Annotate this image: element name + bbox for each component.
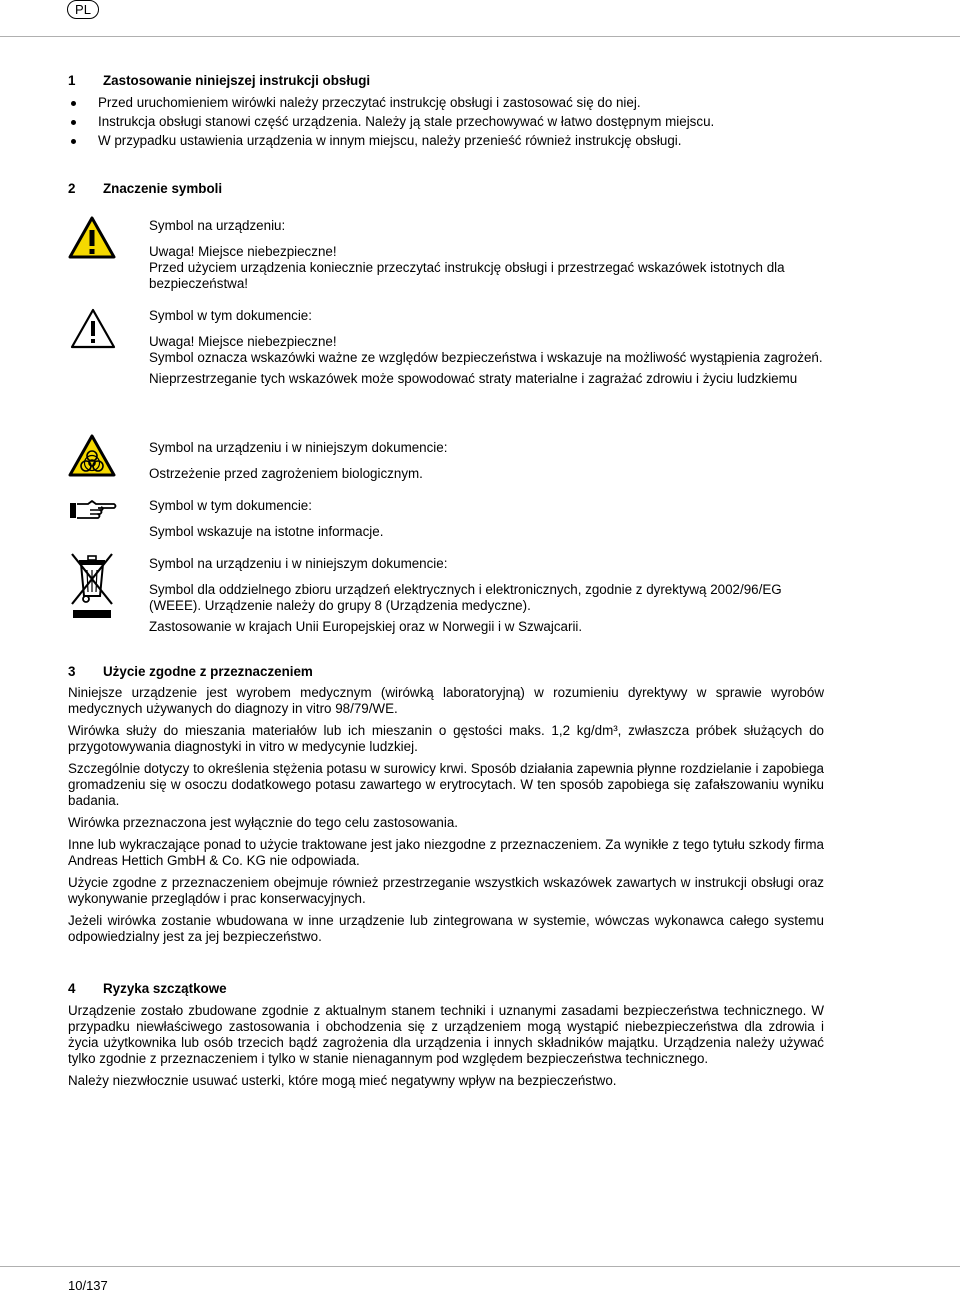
symbol-text: Przed użyciem urządzenia koniecznie przeczytać instrukcję obsługi i przestrzegać wskazówek istotnych dla bezpieczeństwa!	[149, 260, 785, 291]
crossed-bin-weee-icon	[68, 550, 116, 622]
symbol-label: Symbol w tym dokumencie:	[149, 498, 312, 513]
paragraph: Wirówka służy do mieszania materiałów lub ich mieszanin o gęstości maks. 1,2 kg/dm³, zwłaszcza próbek służących do przygotowywania diagnostyki in vitro w medycynie ludzkiej.	[68, 723, 824, 754]
section-title: Znaczenie symboli	[103, 181, 223, 196]
section-3-body	[68, 685, 824, 951]
page-header	[0, 0, 960, 22]
symbol-text: Uwaga! Miejsce niebezpieczne!	[149, 244, 337, 259]
symbol-label: Symbol w tym dokumencie:	[149, 308, 312, 323]
symbol-text: Ostrzeżenie przed zagrożeniem biologicznym.	[149, 466, 423, 481]
warning-triangle-outline-icon	[70, 308, 116, 350]
paragraph: Użycie zgodne z przeznaczeniem obejmuje również przestrzeganie wszystkich wskazówek zawartych w instrukcji obsługi oraz wykonywanie przeglądów i prac konserwacyjnych.	[68, 875, 824, 906]
page-number: 10/137	[68, 1278, 108, 1293]
section-4-heading	[68, 981, 227, 997]
symbol-text: Symbol dla oddzielnego zbioru urządzeń elektrycznych i elektronicznych, zgodnie z dyrektywą 2002/96/EG (WEEE). Urządzenie należy do grupy 8 (Urządzenia medyczne).	[149, 582, 782, 613]
section-title: Użycie zgodne z przeznaczeniem	[103, 664, 313, 679]
list-item: W przypadku ustawienia urządzenia w innym miejscu, należy przenieść również instrukcję obsługi.	[68, 133, 828, 152]
footer-rule	[0, 1266, 960, 1267]
paragraph: Inne lub wykraczające ponad to użycie traktowane jest jako niezgodne z przeznaczeniem. Za wynikłe z tego tytułu szkody firma Andreas Hettich GmbH & Co. KG nie odpowiada.	[68, 837, 824, 868]
section-number: 4	[68, 981, 76, 996]
biohazard-icon	[68, 434, 116, 478]
section-number: 2	[68, 181, 76, 196]
symbol-text: Zastosowanie w krajach Unii Europejskiej oraz w Norwegii i w Szwajcarii.	[149, 619, 583, 634]
section-number: 1	[68, 73, 76, 88]
symbol-label: Symbol na urządzeniu i w niniejszym dokumencie:	[149, 556, 448, 571]
section-4-body	[68, 1003, 824, 1095]
paragraph: Szczególnie dotyczy to określenia stężenia potasu w surowicy krwi. Sposób działania zapewnia płynne rozdzielanie i zapobiega gromadzeniu się w osoczu dodatkowego potasu zawartego w erytrocytach. W ten sposób zapobiega się zafałszowaniu wyniku badania.	[68, 761, 824, 808]
paragraph: Urządzenie zostało zbudowane zgodnie z aktualnym stanem techniki i uznanymi zasadami bezpieczeństwa technicznego. W przypadku niewłaściwego zastosowania i obchodzenia się z urządzeniem mogą wystąpić niebezpieczeństwa dla zdrowia i życia użytkownika lub osób trzecich bądź zagrożenia dla urządzenia i innych składników majątku. Urządzenia należy używać tylko zgodnie z przeznaczeniem i tylko w stanie nienagannym pod względem bezpieczeństwa technicznego.	[68, 1003, 824, 1066]
symbol-description-3	[149, 440, 829, 482]
symbol-text: Nieprzestrzeganie tych wskazówek może spowodować straty materialne i zagrażać zdrowiu i życiu ludzkiemu	[149, 371, 798, 386]
symbol-description-2	[149, 308, 829, 387]
section-title: Zastosowanie niniejszej instrukcji obsługi	[103, 73, 371, 88]
language-badge: PL	[67, 0, 99, 19]
symbol-label: Symbol na urządzeniu i w niniejszym dokumencie:	[149, 440, 448, 455]
section-3-heading	[68, 664, 313, 680]
header-rule	[0, 36, 960, 37]
symbol-text: Uwaga! Miejsce niebezpieczne!	[149, 334, 337, 349]
paragraph: Jeżeli wirówka zostanie wbudowana w inne urządzenie lub zintegrowana w systemie, wówczas wykonawca całego systemu odpowiedzialny jest za jej bezpieczeństwo.	[68, 913, 824, 944]
section-2-heading	[68, 181, 222, 197]
list-item: Instrukcja obsługi stanowi część urządzenia. Należy ją stale przechowywać w łatwo dostępnym miejscu.	[68, 114, 828, 133]
symbol-label: Symbol na urządzeniu:	[149, 218, 286, 233]
warning-triangle-yellow-icon	[68, 216, 116, 260]
paragraph: Niniejsze urządzenie jest wyrobem medycznym (wirówką laboratoryjną) w rozumieniu dyrektywy w sprawie wyrobów medycznych używanych do diagnozy in vitro 98/79/WE.	[68, 685, 824, 716]
symbol-description-4	[149, 498, 829, 540]
section-1-heading	[68, 73, 370, 89]
list-item: Przed uruchomieniem wirówki należy przeczytać instrukcję obsługi i zastosować się do niej.	[68, 95, 828, 114]
section-1-bullet-list	[68, 95, 828, 152]
paragraph: Wirówka przeznaczona jest wyłącznie do tego celu zastosowania.	[68, 815, 459, 830]
paragraph: Należy niezwłocznie usuwać usterki, które mogą mieć negatywny wpływ na bezpieczeństwo.	[68, 1073, 617, 1088]
symbol-description-1	[149, 218, 829, 292]
symbol-text: Symbol wskazuje na istotne informacje.	[149, 524, 384, 539]
section-number: 3	[68, 664, 76, 679]
section-title: Ryzyka szczątkowe	[103, 981, 227, 996]
symbol-description-5	[149, 556, 829, 635]
symbol-text: Symbol oznacza wskazówki ważne ze względów bezpieczeństwa i wskazuje na możliwość wystąpienia zagrożeń.	[149, 350, 823, 365]
pointing-hand-icon	[68, 498, 118, 522]
